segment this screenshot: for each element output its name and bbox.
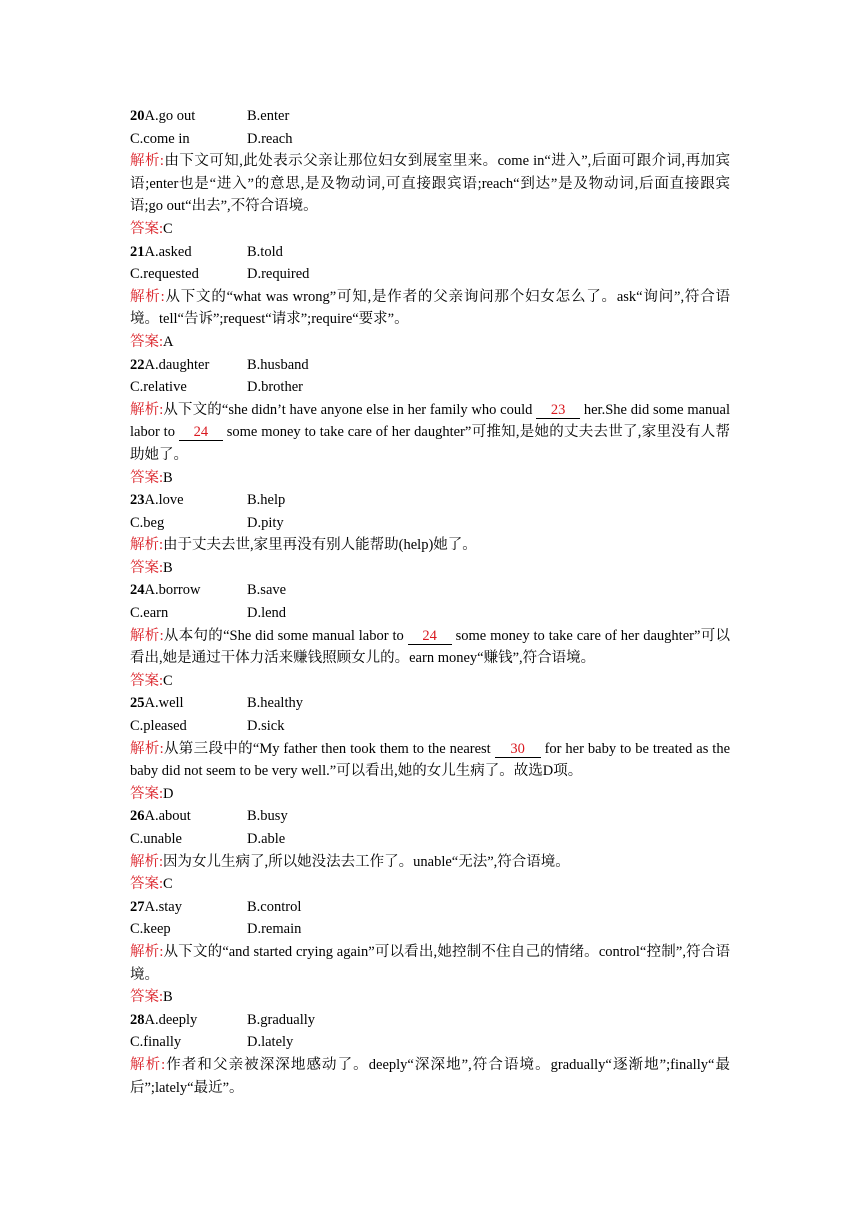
analysis-paragraph (130, 534, 730, 557)
answer-value: B (163, 469, 173, 486)
answer-line (130, 218, 730, 241)
analysis-label: 解析: (130, 740, 164, 757)
blank-number: 23 (536, 402, 580, 419)
options-row-cd (130, 512, 730, 535)
answer-label: 答案: (130, 989, 164, 1006)
answer-line (130, 783, 730, 806)
blank-number: 24 (408, 628, 452, 645)
option-d: D.pity (247, 514, 284, 531)
option-c: C.pleased (130, 718, 187, 735)
answer-value: A (163, 333, 174, 350)
question-item-23 (130, 489, 730, 579)
analysis-text-start: 从本句的“She did some manual labor to (163, 627, 408, 644)
answer-line (130, 670, 730, 693)
option-d: D.able (247, 831, 286, 847)
answer-value: D (163, 785, 174, 802)
question-item-24 (130, 579, 730, 692)
option-b: B.control (247, 898, 302, 915)
analysis-label: 解析: (130, 1056, 166, 1073)
analysis-label: 解析: (130, 153, 164, 170)
options-row-cd (130, 1031, 730, 1054)
analysis-text: 作者和父亲被深深地感动了。deeply“深深地”,符合语境。gradually“逐渐地”;finally“最后”;lately“最近”。 (130, 1056, 730, 1096)
option-c: C.relative (130, 379, 187, 396)
answer-line (130, 331, 730, 354)
analysis-text-end: some money to take care of her daughter”可以看出,她是通过干体力活来赚钱照顾女儿的。earn money“赚钱”,符合语境。 (130, 627, 730, 667)
question-item-28 (130, 1009, 730, 1099)
option-a: A.love (144, 492, 184, 509)
analysis-text-end: some money to take care of her daughter”可推知,是她的丈夫去世了,家里没有人帮助她了。 (130, 424, 730, 463)
options-row-cd (130, 263, 730, 286)
option-b: B.save (247, 582, 287, 599)
analysis-text-start: 从第三段中的“My father then took them to the nearest (163, 740, 495, 757)
question-number: 20 (130, 108, 145, 124)
question-item-20 (130, 105, 730, 241)
answer-line (130, 873, 730, 896)
option-b: B.told (247, 243, 283, 260)
option-d: D.brother (247, 379, 303, 396)
answer-label: 答案: (130, 876, 164, 893)
option-a: A.about (144, 808, 191, 825)
analysis-label: 解析: (130, 627, 164, 644)
analysis-paragraph (130, 286, 730, 331)
answer-value: C (163, 220, 173, 237)
options-row-ab (130, 354, 730, 377)
analysis-text: 由于丈夫去世,家里再没有别人能帮助(help)她了。 (163, 537, 477, 554)
blank-number: 30 (495, 741, 541, 758)
analysis-text-end: for her baby to be treated as the baby did not seem to be very well.”可以看出,她的女儿生病了。故选D项。 (130, 740, 731, 780)
question-item-22 (130, 354, 730, 490)
analysis-text: 从下文的“what was wrong”可知,是作者的父亲询问那个妇女怎么了。ask“询问”,符合语境。tell“告诉”;request“请求”;require“要求”。 (130, 288, 730, 328)
options-row-cd (130, 918, 730, 941)
options-row-cd (130, 828, 730, 851)
analysis-paragraph (130, 399, 730, 467)
question-number: 26 (130, 808, 145, 825)
answer-key-page (130, 105, 730, 1099)
analysis-text: 从下文的“and started crying again”可以看出,她控制不住自己的情绪。control“控制”,符合语境。 (130, 943, 731, 983)
analysis-label: 解析: (130, 288, 165, 305)
question-item-27 (130, 896, 730, 1009)
option-b: B.gradually (247, 1011, 316, 1028)
answer-value: C (163, 672, 173, 689)
question-number: 25 (130, 695, 145, 712)
question-number: 24 (130, 582, 145, 599)
option-c: C.come in (130, 130, 190, 147)
question-number: 23 (130, 492, 145, 509)
option-d: D.required (247, 266, 310, 283)
options-row-cd (130, 128, 730, 151)
options-row-ab (130, 489, 730, 512)
option-c: C.beg (130, 514, 165, 531)
analysis-text: 由下文可知,此处表示父亲让那位妇女到展室里来。come in“进入”,后面可跟介词,再加宾语;enter也是“进入”的意思,是及物动词,可直接跟宾语;reach“到达”是及物动词,后面直接跟宾语;go out“出去”,不符合语境。 (130, 153, 730, 215)
question-item-21 (130, 241, 730, 354)
analysis-paragraph (130, 1054, 730, 1099)
option-a: A.deeply (144, 1011, 198, 1028)
answer-label: 答案: (130, 333, 164, 350)
option-c: C.earn (130, 605, 169, 622)
analysis-paragraph (130, 625, 730, 670)
option-b: B.busy (247, 808, 288, 825)
option-a: A.daughter (144, 356, 210, 373)
answer-line (130, 467, 730, 490)
options-row-cd (130, 715, 730, 738)
option-c: C.unable (130, 831, 182, 847)
answer-value: B (163, 559, 173, 576)
options-row-ab (130, 692, 730, 715)
option-b: B.help (247, 492, 286, 509)
options-row-ab (130, 105, 730, 128)
analysis-label: 解析: (130, 853, 164, 870)
question-number: 21 (130, 243, 145, 260)
option-b: B.husband (247, 356, 309, 373)
option-a: A.go out (144, 108, 196, 124)
blank-number: 24 (179, 424, 223, 441)
option-d: D.reach (247, 130, 293, 147)
analysis-text-start: 从下文的“she didn’t have anyone else in her family who could (163, 401, 537, 418)
answer-line (130, 557, 730, 580)
option-b: B.enter (247, 108, 290, 124)
question-number: 28 (130, 1011, 145, 1028)
answer-label: 答案: (130, 469, 164, 486)
option-c: C.finally (130, 1034, 182, 1051)
options-row-cd (130, 602, 730, 625)
analysis-paragraph (130, 941, 730, 986)
analysis-paragraph (130, 851, 730, 874)
analysis-label: 解析: (130, 943, 164, 960)
analysis-text-middle: her.She did some manual labor to (130, 401, 730, 441)
option-d: D.sick (247, 718, 285, 735)
options-row-ab (130, 579, 730, 602)
options-row-ab (130, 896, 730, 919)
answer-line (130, 986, 730, 1009)
question-item-26 (130, 805, 730, 895)
option-a: A.asked (144, 243, 192, 260)
options-row-cd (130, 376, 730, 399)
option-b: B.healthy (247, 695, 303, 712)
analysis-paragraph (130, 150, 730, 218)
option-a: A.stay (144, 898, 182, 915)
option-c: C.keep (130, 921, 171, 938)
analysis-label: 解析: (130, 537, 164, 554)
question-item-25 (130, 692, 730, 805)
question-number: 22 (130, 356, 145, 373)
answer-label: 答案: (130, 672, 164, 689)
option-a: A.well (144, 695, 184, 712)
analysis-label: 解析: (130, 401, 164, 418)
option-d: D.lend (247, 605, 287, 622)
option-d: D.lately (247, 1034, 294, 1051)
answer-label: 答案: (130, 559, 164, 576)
answer-value: C (163, 876, 173, 893)
options-row-ab (130, 1009, 730, 1032)
analysis-text: 因为女儿生病了,所以她没法去工作了。unable“无法”,符合语境。 (163, 853, 570, 870)
option-d: D.remain (247, 921, 302, 938)
answer-label: 答案: (130, 220, 164, 237)
option-a: A.borrow (144, 582, 201, 599)
question-number: 27 (130, 898, 145, 915)
answer-label: 答案: (130, 785, 164, 802)
analysis-paragraph (130, 738, 730, 783)
options-row-ab (130, 805, 730, 828)
option-c: C.requested (130, 266, 199, 283)
answer-value: B (163, 989, 173, 1006)
options-row-ab (130, 241, 730, 264)
